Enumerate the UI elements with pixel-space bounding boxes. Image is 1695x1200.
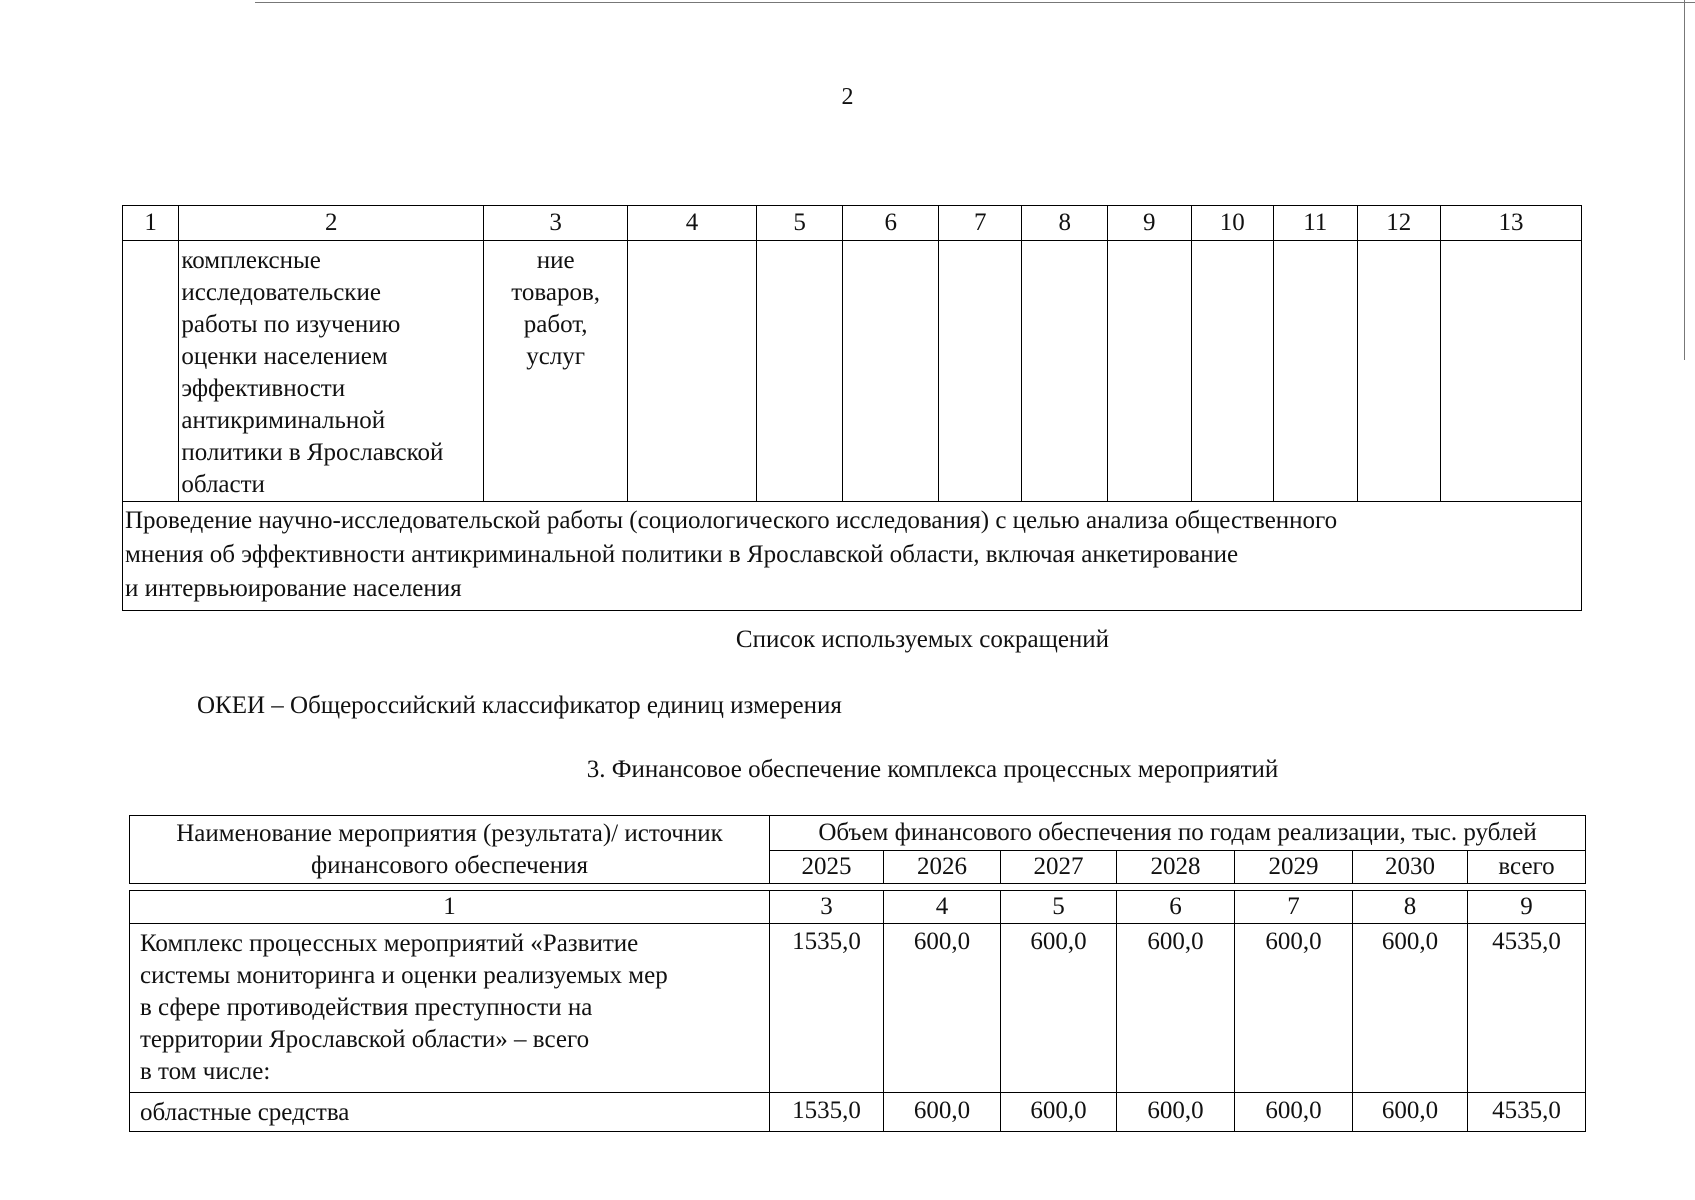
year-cell: 2027 (1001, 851, 1117, 884)
index-cell: 3 (770, 891, 884, 924)
type-cell (484, 241, 628, 502)
text-line: работы по изучению (181, 311, 401, 338)
column-number: 9 (1108, 206, 1192, 241)
empty-cell (1274, 241, 1358, 502)
empty-cell (756, 241, 843, 502)
year-total-cell: всего (1468, 851, 1586, 884)
column-number: 4 (628, 206, 757, 241)
page-number: 2 (841, 84, 854, 110)
activity-name-cell (130, 924, 770, 1093)
finance-table (129, 815, 1586, 1132)
text-line: комплексные (181, 247, 321, 274)
spacer-row (130, 884, 1586, 891)
column-number: 13 (1441, 206, 1582, 241)
year-cell: 2026 (884, 851, 1001, 884)
index-cell: 4 (884, 891, 1001, 924)
table-row (130, 1093, 1586, 1132)
empty-cell (1191, 241, 1274, 502)
text-line: услуг (526, 343, 586, 370)
text-line: политики в Ярославской (181, 439, 444, 466)
abbreviations-title: Список используемых сокращений (735, 626, 1110, 653)
column-number: 8 (1022, 206, 1108, 241)
value-cell: 1535,0 (770, 924, 884, 1093)
column-number: 3 (484, 206, 628, 241)
text-line: ние (536, 247, 575, 274)
column-number: 1 (123, 206, 179, 241)
empty-cell (843, 241, 939, 502)
index-cell: 7 (1235, 891, 1353, 924)
spacer-cell (130, 884, 1586, 891)
finance-section-title: 3. Финансовое обеспечение комплекса процессных мероприятий (586, 756, 1279, 783)
year-cell: 2025 (770, 851, 884, 884)
text-line: оценки населением (181, 343, 388, 370)
index-row (130, 891, 1586, 924)
text-line: исследовательские (181, 279, 381, 306)
table-row (123, 241, 1582, 502)
text-line: товаров, (511, 279, 601, 306)
value-cell: 600,0 (1001, 1093, 1117, 1132)
value-total-cell: 4535,0 (1468, 924, 1586, 1093)
note-line: и интервьюирование населения (125, 575, 462, 602)
value-cell: 600,0 (1235, 1093, 1353, 1132)
column-number: 6 (843, 206, 939, 241)
row-number-cell (123, 241, 179, 502)
text-line: в сфере противодействия преступности на (140, 994, 593, 1021)
empty-cell (1441, 241, 1582, 502)
empty-cell (1022, 241, 1108, 502)
empty-cell (1108, 241, 1192, 502)
text-line: территории Ярославской области» – всего (140, 1026, 590, 1053)
value-cell: 600,0 (1117, 924, 1235, 1093)
empty-cell (628, 241, 757, 502)
column-number: 10 (1191, 206, 1274, 241)
value-cell: 600,0 (1353, 1093, 1468, 1132)
empty-cell (1357, 241, 1441, 502)
index-cell: 5 (1001, 891, 1117, 924)
index-cell: 1 (130, 891, 770, 924)
text-line: антикриминальной (181, 407, 386, 434)
column-number-row (123, 206, 1582, 241)
text-line: работ, (523, 311, 588, 338)
note-cell (123, 502, 1582, 611)
header-row (130, 816, 1586, 851)
value-cell: 1535,0 (770, 1093, 884, 1132)
note-line: мнения об эффективности антикриминальной политики в Ярославской области, включая анкетирование (125, 541, 1239, 568)
top-scan-line (255, 2, 1695, 3)
value-cell: 600,0 (884, 1093, 1001, 1132)
year-cell: 2030 (1353, 851, 1468, 884)
value-cell: 600,0 (1235, 924, 1353, 1093)
note-line: Проведение научно-исследовательской работы (социологического исследования) с целью анализа общественного (125, 507, 1338, 534)
table-row (130, 924, 1586, 1093)
abbreviation-item: ОКЕИ – Общероссийский классификатор единиц измерения (197, 692, 842, 719)
column-number: 2 (179, 206, 484, 241)
text-line: эффективности (181, 375, 346, 402)
text-line: системы мониторинга и оценки реализуемых мер (140, 962, 668, 989)
value-cell: 600,0 (1353, 924, 1468, 1093)
indicator-name-cell (179, 241, 484, 502)
column-number: 11 (1274, 206, 1358, 241)
index-cell: 6 (1117, 891, 1235, 924)
year-cell: 2029 (1235, 851, 1353, 884)
column-number: 7 (938, 206, 1022, 241)
column-number: 12 (1357, 206, 1441, 241)
right-scan-line (1684, 0, 1685, 360)
value-cell: 600,0 (1001, 924, 1117, 1093)
value-cell: 600,0 (1117, 1093, 1235, 1132)
text-line: Комплекс процессных мероприятий «Развитие (140, 930, 639, 957)
value-total-cell: 4535,0 (1468, 1093, 1586, 1132)
note-row (123, 502, 1582, 611)
value-cell: 600,0 (884, 924, 1001, 1093)
header-name-cell: Наименование мероприятия (результата)/ источник финансового обеспечения (130, 816, 770, 884)
indicators-table (122, 205, 1582, 611)
index-cell: 9 (1468, 891, 1586, 924)
column-number: 5 (756, 206, 843, 241)
year-cell: 2028 (1117, 851, 1235, 884)
source-name-cell: областные средства (130, 1093, 770, 1132)
index-cell: 8 (1353, 891, 1468, 924)
header-volume-cell: Объем финансового обеспечения по годам реализации, тыс. рублей (770, 816, 1586, 851)
text-line: области (181, 471, 265, 498)
text-line: в том числе: (140, 1058, 271, 1085)
empty-cell (938, 241, 1022, 502)
